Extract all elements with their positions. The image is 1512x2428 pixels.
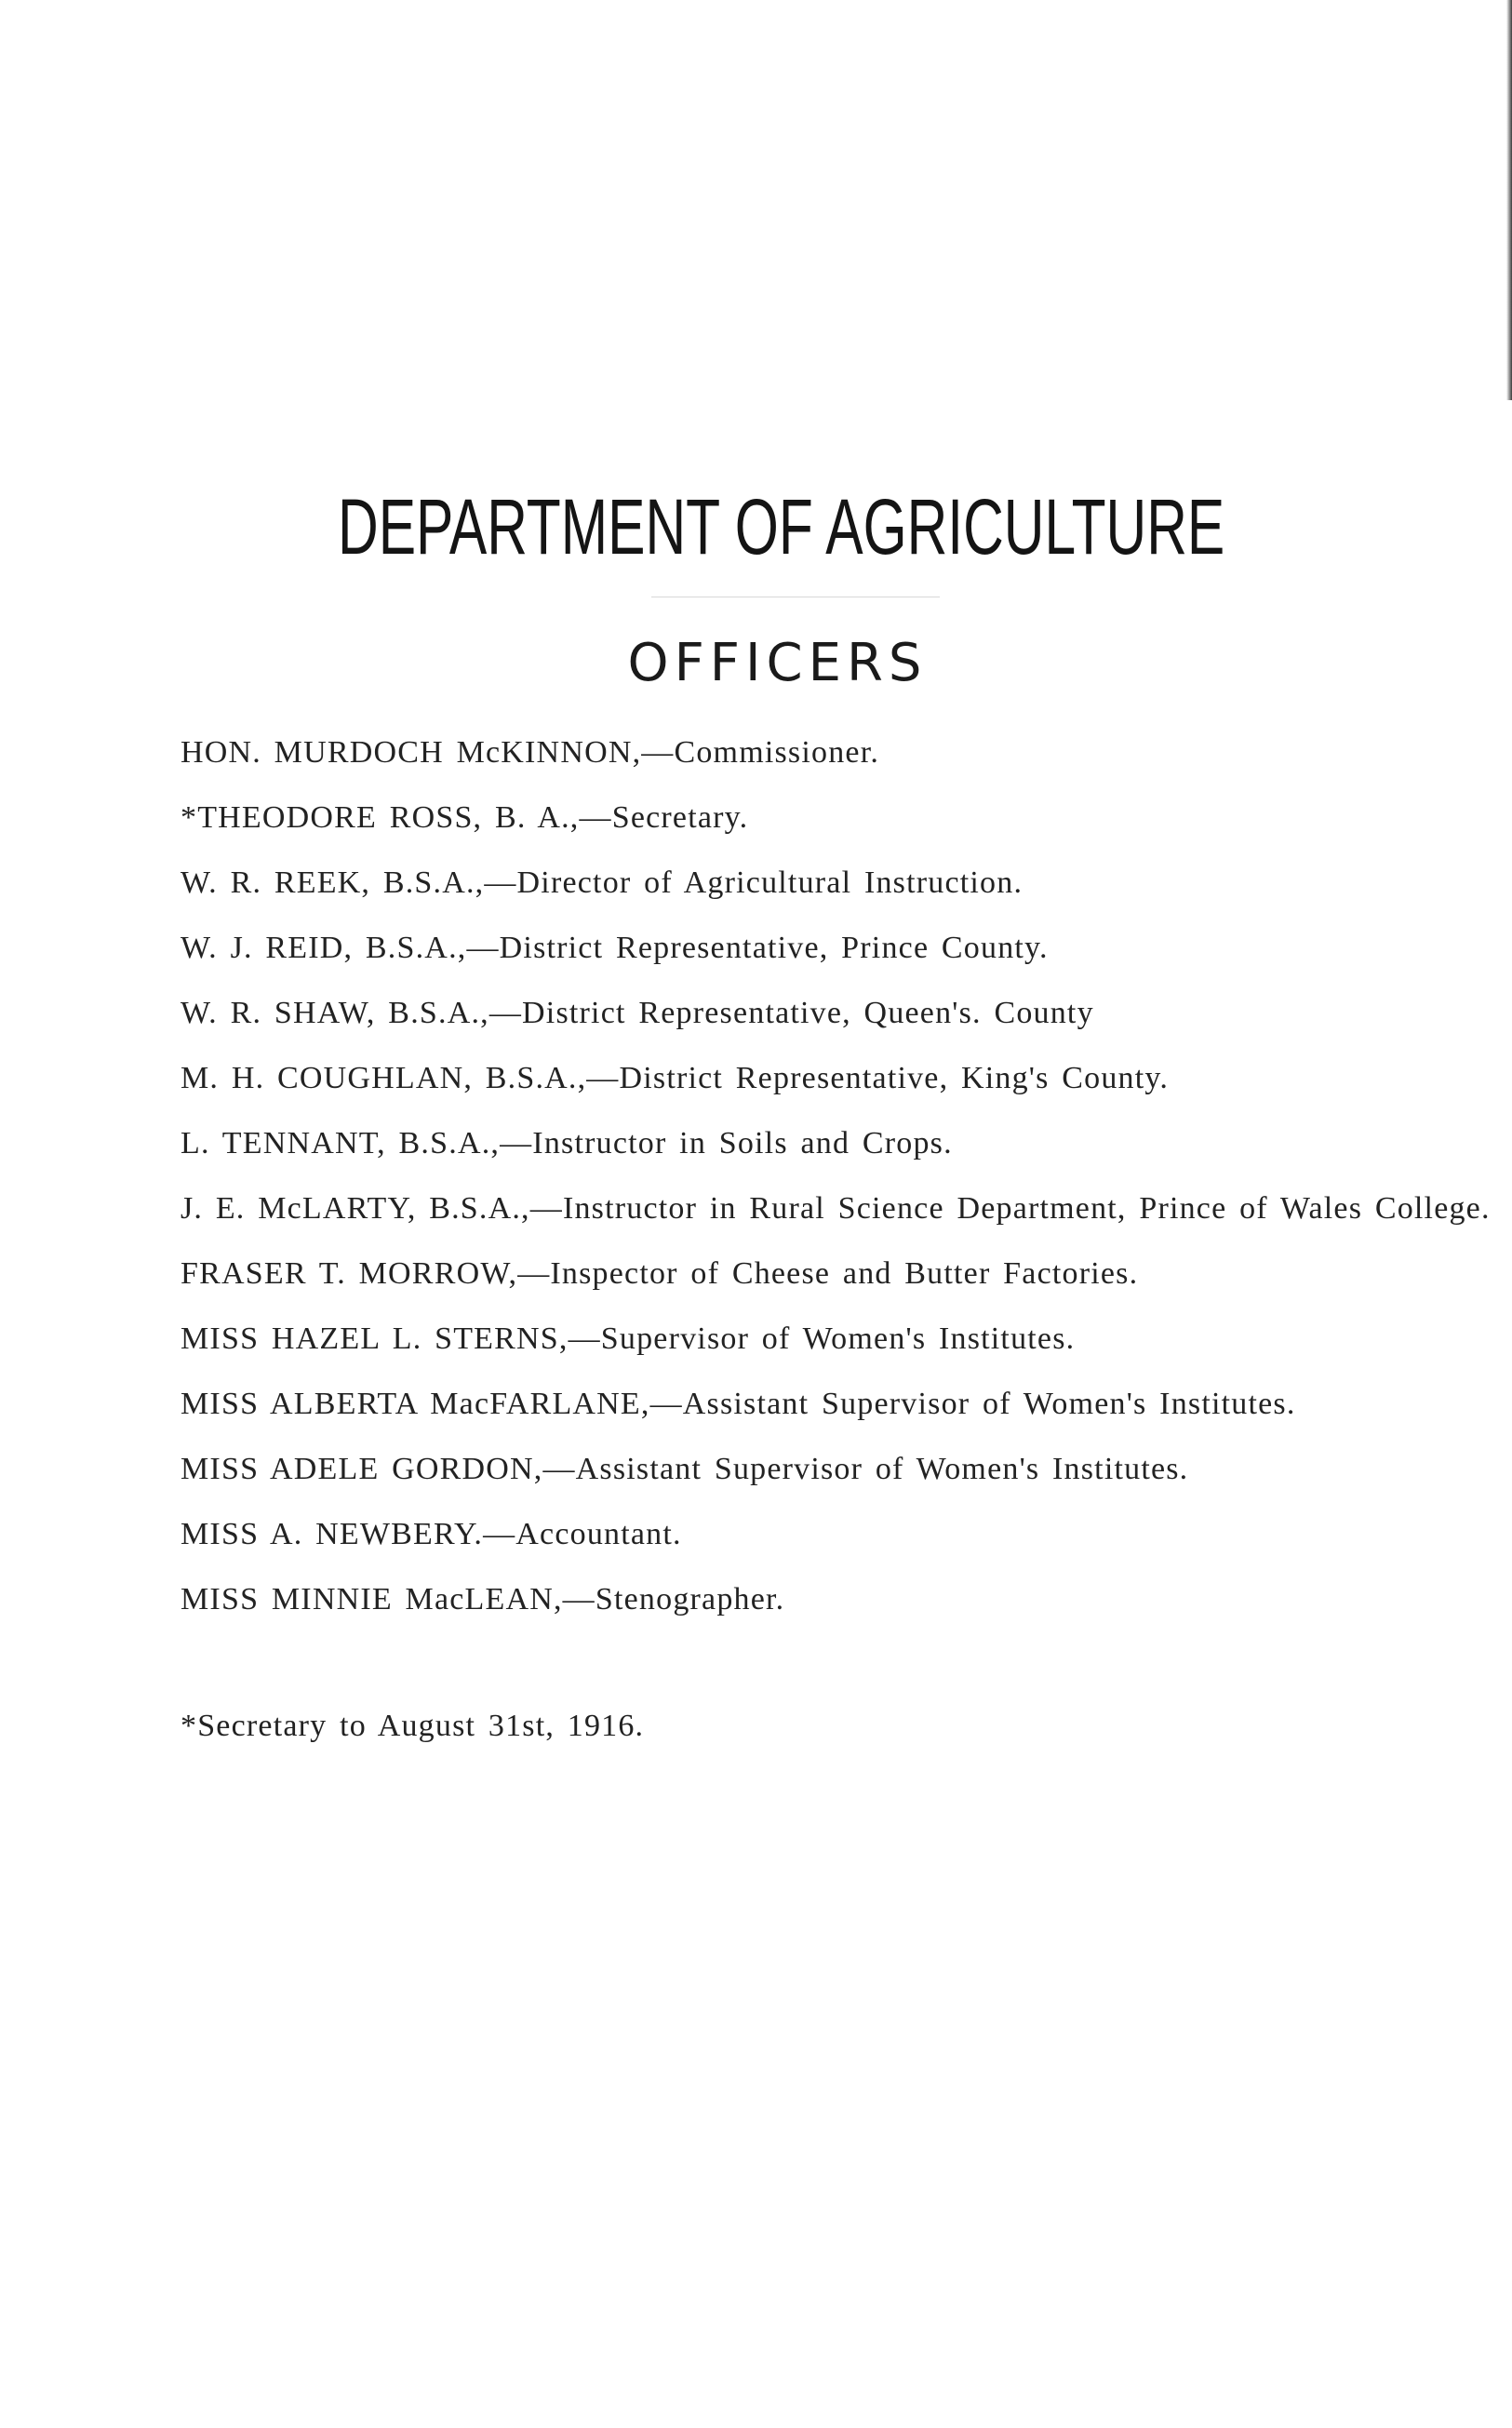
officer-entry: W. J. REID, B.S.A.,—District Representative, Prince County. <box>181 931 1049 965</box>
section-heading: OFFICERS <box>627 633 928 693</box>
officer-entry: MISS HAZEL L. STERNS,—Supervisor of Women's Institutes. <box>181 1321 1076 1356</box>
officer-entry: L. TENNANT, B.S.A.,—Instructor in Soils and Crops. <box>181 1126 953 1160</box>
officer-entry: MISS ADELE GORDON,—Assistant Supervisor of Women's Institutes. <box>181 1452 1189 1486</box>
officer-entry: W. R. REEK, B.S.A.,—Director of Agricultural Instruction. <box>181 865 1024 900</box>
officer-entry: MISS A. NEWBERY.—Accountant. <box>181 1517 682 1551</box>
officer-entry: MISS ALBERTA MacFARLANE,—Assistant Supervisor of Women's Institutes. <box>181 1387 1296 1421</box>
officer-entry: W. R. SHAW, B.S.A.,—District Representative, Queen's. County <box>181 996 1094 1030</box>
officers-list <box>97 735 1492 1647</box>
officer-entry: FRASER T. MORROW,—Inspector of Cheese and Butter Factories. <box>181 1256 1139 1291</box>
officer-entry: HON. MURDOCH McKINNON,—Commissioner. <box>181 735 880 770</box>
officer-entry: MISS MINNIE MacLEAN,—Stenographer. <box>181 1582 785 1616</box>
officer-entry: *THEODORE ROSS, B. A.,—Secretary. <box>181 800 749 835</box>
footnote: *Secretary to August 31st, 1916. <box>181 1709 645 1743</box>
page-title: DEPARTMENT OF AGRICULTURE <box>338 483 1225 570</box>
officer-entry: J. E. McLARTY, B.S.A.,—Instructor in Rural Science Department, Prince of Wales College. <box>181 1191 1491 1226</box>
page-edge-shadow <box>1506 0 1512 400</box>
officer-entry: M. H. COUGHLAN, B.S.A.,—District Representative, King's County. <box>181 1061 1170 1095</box>
